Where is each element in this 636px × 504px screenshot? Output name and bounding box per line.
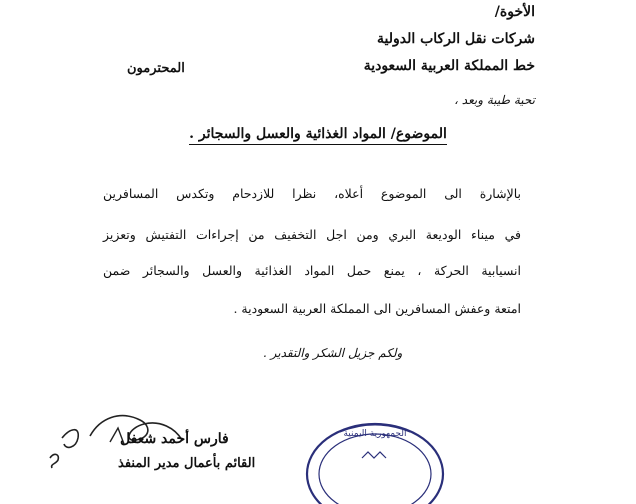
closing: ولكم جزيل الشكر والتقدير . <box>263 346 403 360</box>
signatory-title: القائم بأعمال مدير المنفذ <box>118 456 256 471</box>
recipient-line-3: خط المملكة العربية السعودية <box>363 58 535 74</box>
seal-text: الجمهورية اليمنية <box>343 429 407 439</box>
subject-line <box>0 126 636 142</box>
signatory-name: فارس أحمد شعفل <box>120 431 229 447</box>
body-line-3: انسيابية الحركة ، يمنع حمل المواد الغذائية والعسل والسجائر ضمن <box>103 263 521 278</box>
greeting: تحية طيبة وبعد ، <box>454 93 535 107</box>
body-line-1: بالإشارة الى الموضوع أعلاه، نظرا للازدحام وتكدس المسافرين <box>103 186 521 201</box>
body-line-2: في ميناء الوديعة البري ومن اجل التخفيف من إجراءات التفتيش وتعزيز <box>103 227 521 242</box>
honorific: المحترمون <box>127 61 185 76</box>
official-seal <box>300 414 450 504</box>
body-line-4: امتعة وعفش المسافرين الى المملكة العربية السعودية . <box>233 301 521 316</box>
subject-text: الموضوع/ المواد الغذائية والعسل والسجائر . <box>189 126 447 145</box>
recipient-line-2: شركات نقل الركاب الدولية <box>376 31 535 47</box>
recipient-line-1: الأخوة/ <box>494 4 535 20</box>
